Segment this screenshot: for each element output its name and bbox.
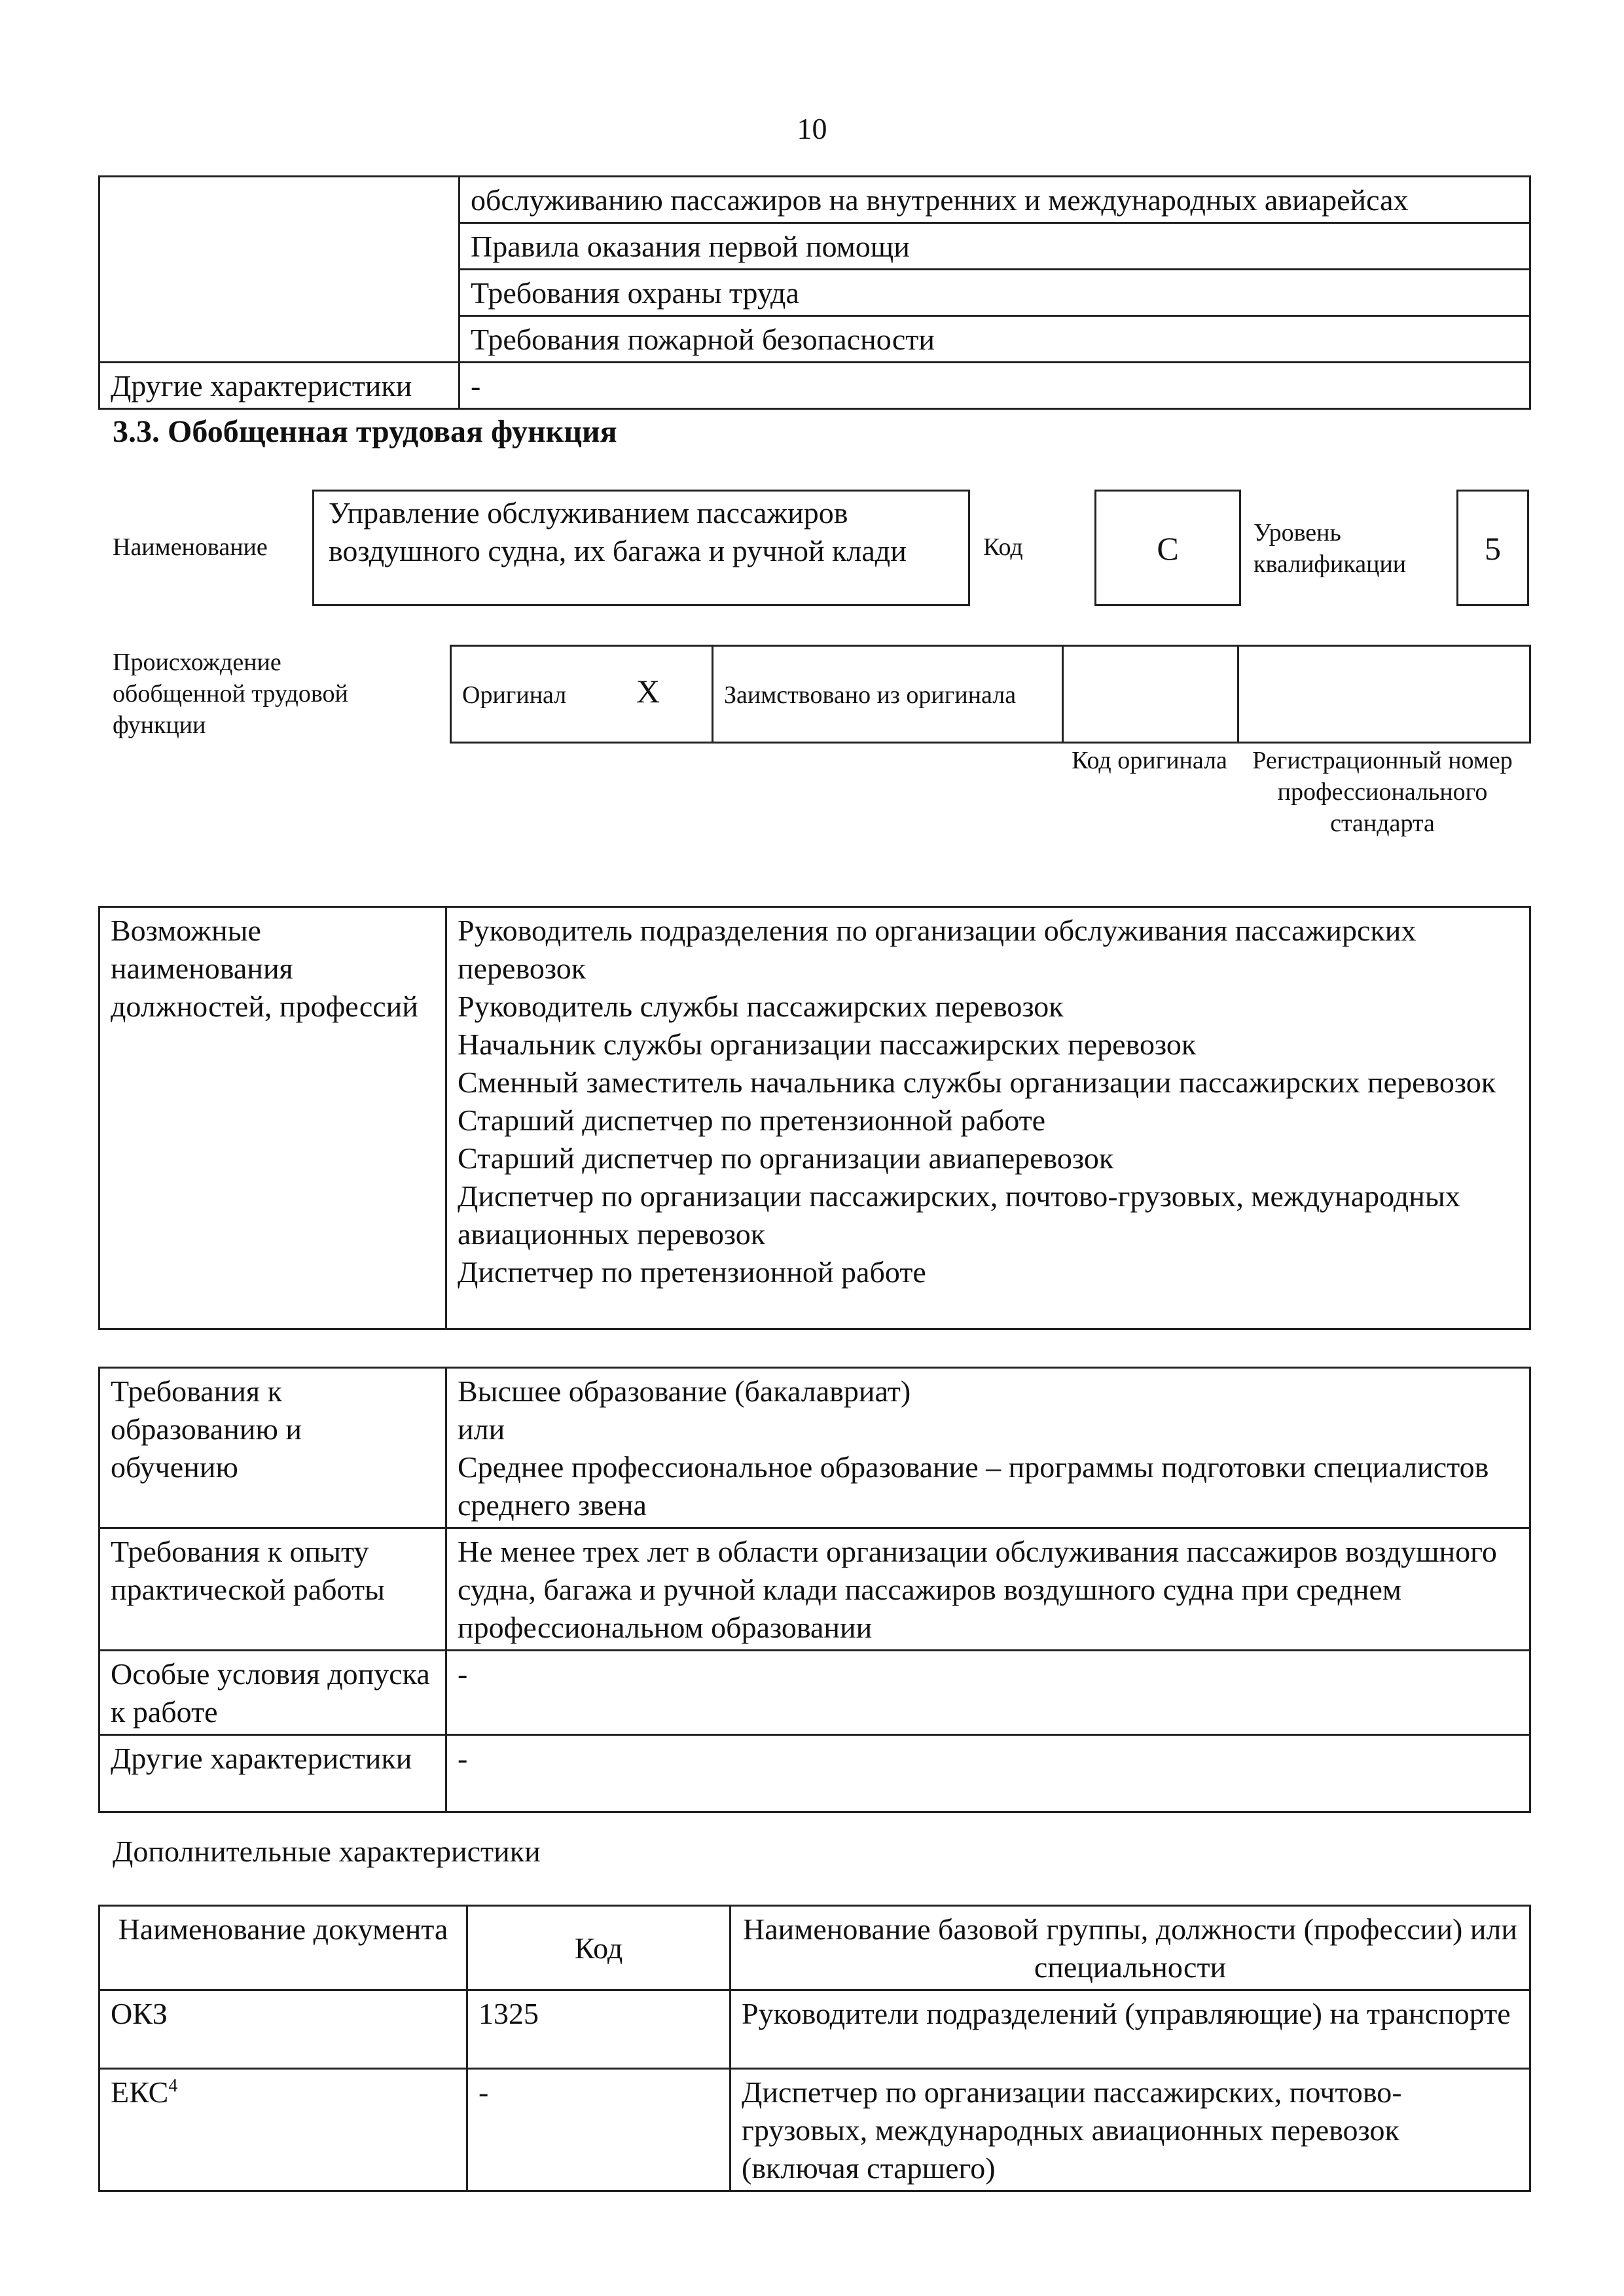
original-code-cell xyxy=(1063,646,1238,743)
top-table-row: Требования охраны труда xyxy=(460,270,1530,316)
origin-label: Происхождение обобщенной трудовой функции xyxy=(113,649,348,739)
education-line: Среднее профессиональное образование – программы подготовки специалистов среднего звена xyxy=(458,1450,1489,1522)
name-value: Управление обслуживанием пассажиров воздушного судна, их багажа и ручной клади xyxy=(329,496,907,567)
experience-label: Требования к опыту практической работы xyxy=(99,1528,446,1651)
additional-table xyxy=(98,1905,1531,2192)
top-table-row: Требования пожарной безопасности xyxy=(460,316,1530,363)
positions-table xyxy=(98,906,1531,1330)
table-row-doc xyxy=(99,2069,467,2191)
education-line: Высшее образование (бакалавриат) xyxy=(458,1374,911,1408)
footnote-mark: 4 xyxy=(168,2075,178,2096)
borrowed-label: Заимствовано из оригинала xyxy=(713,646,1063,743)
original-label: Оригинал xyxy=(462,681,567,709)
table-row-name: Диспетчер по организации пассажирских, почтово-грузовых, международных авиационных перевозок (включая старшего) xyxy=(731,2069,1530,2191)
section-title: 3.3. Обобщенная трудовая функция xyxy=(113,414,617,449)
header-document: Наименование документа xyxy=(99,1906,467,1990)
reg-caption: Регистрационный номер профессионального стандарта xyxy=(1252,747,1513,837)
code-caption: Код оригинала xyxy=(1072,747,1227,774)
position-item: Руководитель службы пассажирских перевозок xyxy=(458,990,1064,1023)
education-line: или xyxy=(458,1412,505,1446)
level-label: Уровень квалификации xyxy=(1254,519,1407,578)
original-cell xyxy=(451,646,713,743)
origin-table xyxy=(450,645,1531,744)
table-row-code: 1325 xyxy=(467,1990,731,2069)
additional-title: Дополнительные характеристики xyxy=(113,1835,541,1868)
other-characteristics-value: - xyxy=(460,363,1530,409)
top-table-row: обслуживанию пассажиров на внутренних и международных авиарейсах xyxy=(460,177,1530,223)
header-code: Код xyxy=(467,1906,731,1990)
position-item: Сменный заместитель начальника службы организации пассажирских перевозок xyxy=(458,1066,1496,1099)
page-number: 10 xyxy=(797,112,827,145)
name-box xyxy=(312,490,970,606)
doc-name: ЕКС xyxy=(111,2075,169,2109)
position-item: Начальник службы организации пассажирских перевозок xyxy=(458,1028,1197,1061)
level-box xyxy=(1456,490,1529,606)
top-table-empty-cell xyxy=(99,177,460,363)
table-row-name: Руководители подразделений (управляющие) на транспорте xyxy=(731,1990,1530,2069)
special-conditions-value: - xyxy=(446,1651,1530,1735)
original-mark: X xyxy=(636,673,660,709)
top-table xyxy=(98,175,1531,410)
education-label: Требования к образованию и обучению xyxy=(99,1368,446,1528)
requirements-table xyxy=(98,1367,1531,1813)
position-item: Диспетчер по организации пассажирских, почтово-грузовых, международных авиационных перевозок xyxy=(458,1179,1460,1251)
code-value: C xyxy=(1157,530,1179,567)
experience-value: Не менее трех лет в области организации обслуживания пассажиров воздушного судна, багажа и ручной клади пассажиров воздушного судна при среднем профессиональном образовании xyxy=(446,1528,1530,1651)
special-conditions-label: Особые условия допуска к работе xyxy=(99,1651,446,1735)
other-value: - xyxy=(446,1735,1530,1812)
position-item: Диспетчер по претензионной работе xyxy=(458,1255,926,1289)
other-label: Другие характеристики xyxy=(99,1735,446,1812)
table-row-doc: ОКЗ xyxy=(99,1990,467,2069)
position-item: Старший диспетчер по организации авиаперевозок xyxy=(458,1141,1114,1175)
table-row-code: - xyxy=(467,2069,731,2191)
code-label: Код xyxy=(983,533,1023,561)
level-value: 5 xyxy=(1485,530,1501,567)
position-item: Старший диспетчер по претензионной работе xyxy=(458,1103,1046,1137)
reg-number-cell xyxy=(1238,646,1530,743)
education-value xyxy=(446,1368,1530,1528)
positions-label: Возможные наименования должностей, профессий xyxy=(99,907,446,1329)
position-item: Руководитель подразделения по организации обслуживания пассажирских перевозок xyxy=(458,914,1416,985)
positions-list xyxy=(446,907,1530,1329)
code-box xyxy=(1094,490,1241,606)
top-table-row: Правила оказания первой помощи xyxy=(460,223,1530,270)
name-label: Наименование xyxy=(113,533,268,561)
other-characteristics-label: Другие характеристики xyxy=(99,363,460,409)
header-group-name: Наименование базовой группы, должности (профессии) или специальности xyxy=(731,1906,1530,1990)
